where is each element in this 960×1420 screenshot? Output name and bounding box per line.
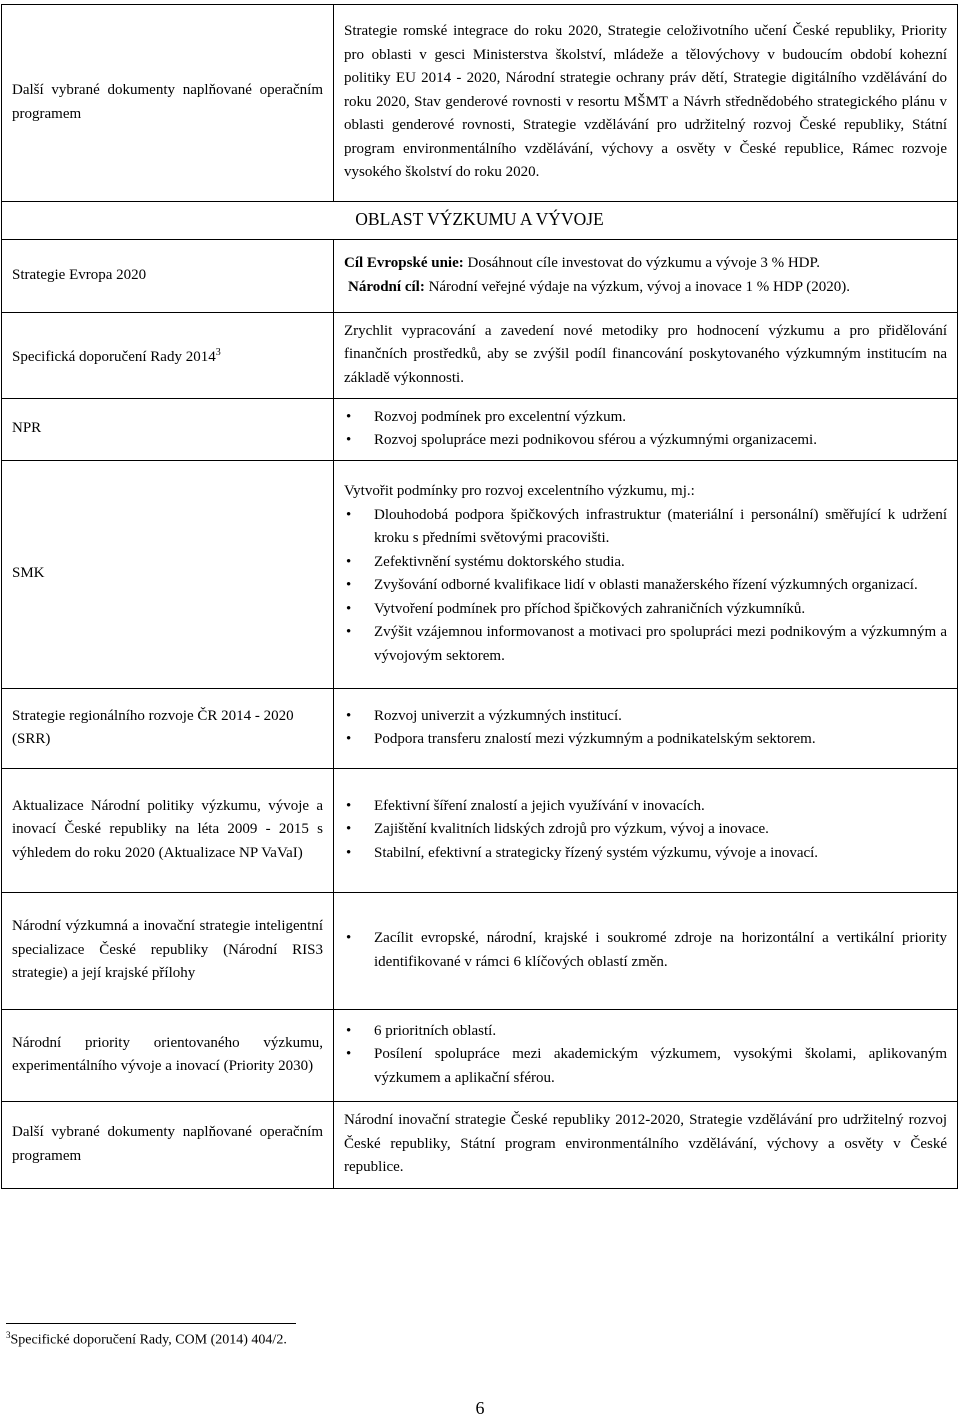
list-item-text: Zvýšit vzájemnou informovanost a motivaci pro spolupráci mezi podnikovým a výzkumným a vývojovým sektorem.	[374, 624, 947, 664]
footnote	[6, 1330, 287, 1349]
list-item	[344, 551, 947, 575]
list-item	[344, 598, 947, 622]
list-item	[344, 795, 947, 819]
row-content	[334, 689, 958, 769]
bullet-icon: •	[346, 731, 352, 747]
bullet-icon: •	[346, 821, 352, 838]
eu-goal-label: Cíl Evropské unie:	[344, 255, 464, 271]
row-content	[334, 399, 958, 461]
list-item	[344, 842, 947, 866]
bullet-icon: •	[346, 408, 352, 425]
row-content: Národní inovační strategie České republiky 2012-2020, Strategie vzdělávání pro udržitelný rozvoj České republiky, Státní program environmentálního vzdělávání, výchovy a osvěty v České republice.	[334, 1102, 958, 1189]
row-label: Další vybrané dokumenty naplňované operačním programem	[2, 5, 334, 202]
national-goal-text: Národní veřejné výdaje na výzkum, vývoj a inovace 1 % HDP (2020).	[424, 278, 850, 295]
list-item-text: Zefektivnění systému doktorského studia.	[374, 553, 625, 570]
list-item-text: Rozvoj univerzit a výzkumných institucí.	[374, 707, 622, 724]
bullet-icon: •	[346, 797, 352, 814]
list-item	[344, 504, 947, 551]
list-item	[344, 406, 947, 430]
row-content	[334, 1010, 958, 1102]
bullet-list	[344, 795, 947, 866]
eu-goal-text: Dosáhnout cíle investovat do výzkumu a vývoje 3 % HDP.	[463, 255, 820, 271]
bullet-list	[344, 1020, 947, 1091]
footnote-reference: 3	[215, 346, 221, 358]
bullet-list	[344, 927, 947, 974]
list-item	[344, 927, 947, 974]
row-label: NPR	[2, 399, 334, 461]
list-item	[344, 621, 947, 668]
row-content	[334, 461, 958, 689]
footnote-number: 3	[6, 1330, 11, 1340]
bullet-icon: •	[346, 707, 352, 724]
row-content	[334, 769, 958, 893]
national-goal-label: Národní cíl:	[348, 278, 425, 295]
table-row	[2, 5, 958, 202]
row-label: Aktualizace Národní politiky výzkumu, vývoje a inovací České republiky na léta 2009 - 2015 s výhledem do roku 2020 (Aktualizace NP VaVaI)	[2, 769, 334, 893]
list-item-text: Rozvoj podmínek pro excelentní výzkum.	[374, 408, 627, 425]
list-item-text: Podpora transferu znalostí mezi výzkumným a podnikatelským sektorem.	[374, 731, 816, 747]
table-row	[2, 313, 958, 399]
bullet-icon: •	[346, 432, 352, 448]
bullet-icon: •	[346, 1046, 352, 1063]
bullet-icon: •	[346, 930, 352, 946]
list-intro: Vytvořit podmínky pro rozvoj excelentního výzkumu, mj.:	[344, 483, 695, 499]
table-row	[2, 399, 958, 461]
national-goal	[344, 276, 947, 300]
list-item-text: Zacílit evropské, národní, krajské i soukromé zdroje na horizontální a vertikální priority identifikované v rámci 6 klíčových oblastí změn.	[374, 930, 947, 970]
list-item-text: Efektivní šíření znalostí a jejich využívání v inovacích.	[374, 797, 705, 814]
list-item	[344, 574, 947, 598]
bullet-list	[344, 705, 947, 752]
list-item	[344, 429, 947, 453]
footnote-separator	[6, 1323, 296, 1324]
list-item	[344, 1020, 947, 1044]
row-content	[334, 240, 958, 313]
list-item	[344, 728, 947, 752]
bullet-icon: •	[346, 553, 352, 570]
row-label: Strategie Evropa 2020	[2, 240, 334, 313]
bullet-list	[344, 406, 947, 453]
table-row	[2, 461, 958, 689]
row-label	[2, 313, 334, 399]
section-title: OBLAST VÝZKUMU A VÝVOJE	[2, 202, 958, 240]
list-item	[344, 818, 947, 842]
table-row	[2, 1102, 958, 1189]
strategy-table	[1, 4, 958, 1189]
table-row	[2, 893, 958, 1010]
table-row	[2, 689, 958, 769]
row-content: Zrychlit vypracování a zavedení nové metodiky pro hodnocení výzkumu a pro přidělování finančních prostředků, aby se zvýšil podíl financování poskytovaného výzkumným institucím na základě výkonnosti.	[334, 313, 958, 399]
list-item-text: Dlouhodobá podpora špičkových infrastruktur (materiální i personální) směřující k udržení kroku s předními světovými pracovišti.	[374, 506, 947, 546]
row-label: Další vybrané dokumenty naplňované operačním programem	[2, 1102, 334, 1189]
row-label: SMK	[2, 461, 334, 689]
list-item-text: Zajištění kvalitních lidských zdrojů pro výzkum, vývoj a inovace.	[374, 821, 769, 838]
list-item-text: Vytvoření podmínek pro příchod špičkových zahraničních výzkumníků.	[374, 600, 806, 617]
row-label: Národní priority orientovaného výzkumu, experimentálního vývoje a inovací (Priority 2030)	[2, 1010, 334, 1102]
row-label: Strategie regionálního rozvoje ČR 2014 - 2020 (SRR)	[2, 689, 334, 769]
row-label-text: Specifická doporučení Rady 2014	[12, 348, 216, 365]
list-item	[344, 1043, 947, 1090]
row-content: Strategie romské integrace do roku 2020, Strategie celoživotního učení České republiky, Priority pro oblasti v gesci Ministerstva školství, mládeže a tělovýchovy v budoucím období kohezní politiky EU 2014 - 2020, Národní strategie ochrany práv dětí, Strategie digitálního vzdělávání do roku 2020, Stav genderové rovnosti v resortu MŠMT a Návrh střednědobého strategického plánu v oblasti genderové rovnosti, Strategie vzdělávání pro udržitelný rozvoj České republiky, Státní program environmentálního vzdělávání, výchovy a osvěty v České republice, Rámec rozvoje vysokého školství do roku 2020.	[334, 5, 958, 202]
list-item-text: 6 prioritních oblastí.	[374, 1022, 497, 1039]
table-row	[2, 240, 958, 313]
bullet-icon: •	[346, 624, 352, 640]
list-item-text: Stabilní, efektivní a strategicky řízený systém výzkumu, vývoje a inovací.	[374, 844, 819, 861]
list-item	[344, 705, 947, 729]
row-label: Národní výzkumná a inovační strategie inteligentní specializace České republiky (Národní RIS3 strategie) a její krajské přílohy	[2, 893, 334, 1010]
footnote-text: Specifické doporučení Rady, COM (2014) 404/2.	[10, 1332, 287, 1348]
list-item-text: Rozvoj spolupráce mezi podnikovou sférou a výzkumnými organizacemi.	[374, 432, 817, 448]
table-row	[2, 769, 958, 893]
bullet-icon: •	[346, 600, 352, 617]
bullet-icon: •	[346, 506, 352, 523]
bullet-icon: •	[346, 844, 352, 861]
bullet-icon: •	[346, 1022, 352, 1039]
bullet-icon: •	[346, 577, 352, 593]
row-content	[334, 893, 958, 1010]
eu-goal	[344, 252, 947, 276]
table-row	[2, 1010, 958, 1102]
page-number: 6	[475, 1398, 485, 1418]
list-item-text: Zvyšování odborné kvalifikace lidí v oblasti manažerského řízení výzkumných organizací.	[374, 577, 918, 593]
section-header-row	[2, 202, 958, 240]
bullet-list	[344, 504, 947, 669]
list-item-text: Posílení spolupráce mezi akademickým výzkumem, vysokými školami, aplikovaným výzkumem a aplikační sférou.	[374, 1046, 947, 1086]
